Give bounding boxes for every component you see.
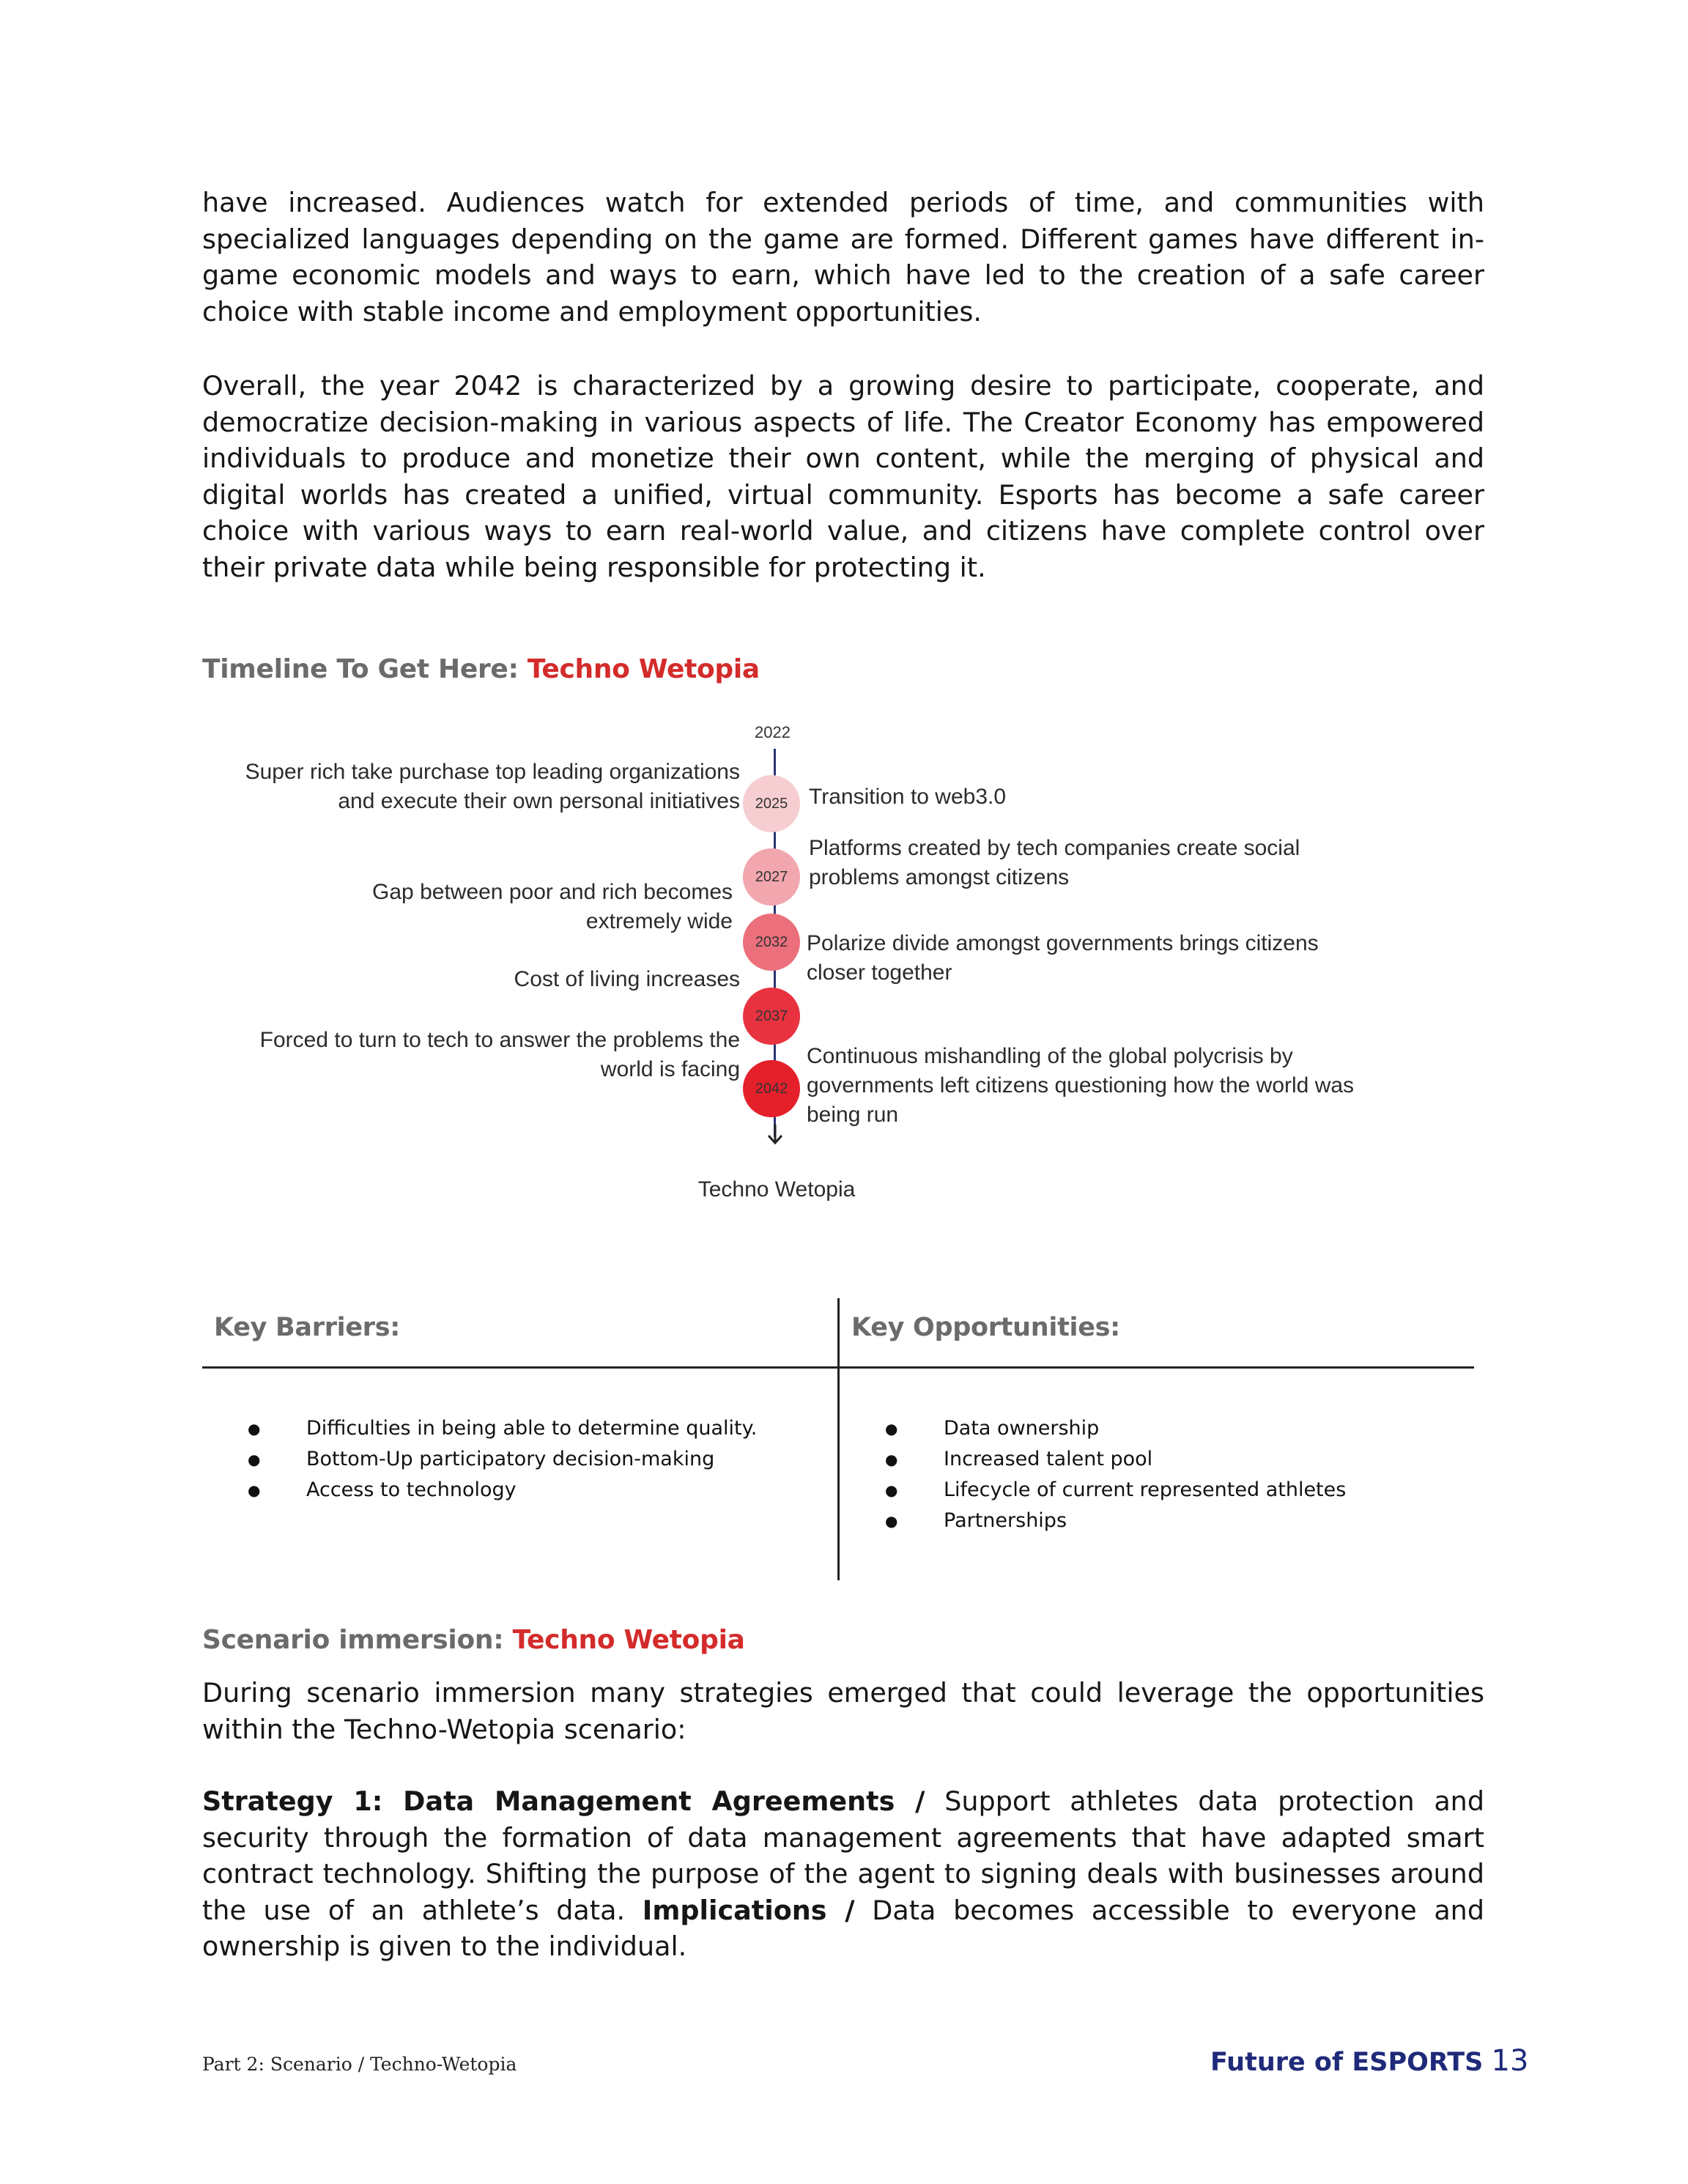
timeline-right-event-1: Transition to web3.0 xyxy=(809,785,1007,809)
key-opportunities-list xyxy=(885,1413,1346,1536)
timeline-left-event-2: Gap between poor and rich becomes extremely wide xyxy=(372,880,733,933)
footer-brand-name: Future of ESPORTS xyxy=(1210,2048,1484,2077)
timeline-arrow-icon xyxy=(764,1125,786,1145)
key-table-horizontal-divider xyxy=(202,1366,1474,1369)
key-table-vertical-divider xyxy=(837,1298,840,1580)
timeline-right-event-2: Platforms created by tech companies create social problems amongst citizens xyxy=(809,836,1300,889)
timeline-node-2042: 2042 xyxy=(743,1060,800,1117)
footer-section-label: Part 2: Scenario / Techno-Wetopia xyxy=(202,2054,517,2075)
key-barriers-list xyxy=(248,1413,757,1506)
timeline-heading xyxy=(202,654,760,684)
scenario-heading-prefix: Scenario immersion: xyxy=(202,1625,513,1655)
list-item: ● Bottom-Up participatory decision-making xyxy=(248,1444,757,1475)
timeline-end-label: Techno Wetopia xyxy=(697,1177,856,1202)
list-item: ● Difficulties in being able to determine quality. xyxy=(248,1413,757,1444)
timeline-start-year: 2022 xyxy=(755,723,791,741)
timeline-right-event-4: Continuous mishandling of the global polycrisis by governments left citizens questioning how the world was being run xyxy=(807,1044,1355,1127)
scenario-heading-accent: Techno Wetopia xyxy=(512,1625,745,1655)
page-number: 13 xyxy=(1491,2044,1529,2078)
timeline-right-event-3: Polarize divide amongst governments brings citizens closer together xyxy=(807,931,1319,985)
timeline-node-2032: 2032 xyxy=(743,914,800,971)
strategy-label: Strategy 1: Data Management Agreements / xyxy=(202,1785,925,1817)
timeline-left-event-1: Super rich take purchase top leading organizations and execute their own personal initiatives xyxy=(245,760,740,813)
scenario-intro: During scenario immersion many strategies emerged that could leverage the opportunities within the Techno-Wetopia scenario: xyxy=(202,1677,1484,1745)
list-item: ● Access to technology xyxy=(248,1475,757,1506)
implications-text: Data becomes accessible to everyone and ownership is given to the individual. xyxy=(202,1894,1484,1962)
list-item: ● Partnerships xyxy=(885,1506,1346,1536)
timeline-heading-prefix: Timeline To Get Here: xyxy=(202,654,528,684)
footer-brand xyxy=(1210,2044,1528,2078)
list-item: ● Lifecycle of current represented athletes xyxy=(885,1475,1346,1506)
scenario-heading xyxy=(202,1625,745,1655)
key-barriers-header: Key Barriers: xyxy=(214,1313,400,1342)
timeline-left-event-3: Cost of living increases xyxy=(514,967,740,991)
key-opportunities-header: Key Opportunities: xyxy=(851,1313,1120,1342)
timeline-node-2037: 2037 xyxy=(743,988,800,1045)
strategy-text: Support athletes data protection and security through the formation of data management agreements that have adapted smart contract technology. Shifting the purpose of the agent to signing deals with businesses around the use of an athlete’s data. xyxy=(202,1785,1484,1926)
intro-paragraph-2: Overall, the year 2042 is characterized by a growing desire to participate, cooperate, and democratize decision-making in various aspects of life. The Creator Economy has empowered individuals to produce and monetize their own content, while the merging of physical and digital worlds has created a unified, virtual community. Esports has become a safe career choice with various ways to earn real-world value, and citizens have complete control over their private data while being responsible for protecting it. xyxy=(202,370,1484,583)
intro-paragraph-1: have increased. Audiences watch for extended periods of time, and communities with specialized languages depending on the game are formed. Different games have different in-game economic models and ways to earn, which have led to the creation of a safe career choice with stable income and employment opportunities. xyxy=(202,187,1484,327)
timeline-node-2025: 2025 xyxy=(743,775,800,832)
timeline-heading-accent: Techno Wetopia xyxy=(527,654,760,684)
list-item: ● Data ownership xyxy=(885,1413,1346,1444)
strategy-paragraph xyxy=(202,1783,1484,1965)
list-item: ● Increased talent pool xyxy=(885,1444,1346,1475)
implications-label: Implications / xyxy=(642,1894,855,1926)
timeline-node-2027: 2027 xyxy=(743,848,800,906)
timeline-left-event-4: Forced to turn to tech to answer the problems the world is facing xyxy=(259,1028,740,1081)
